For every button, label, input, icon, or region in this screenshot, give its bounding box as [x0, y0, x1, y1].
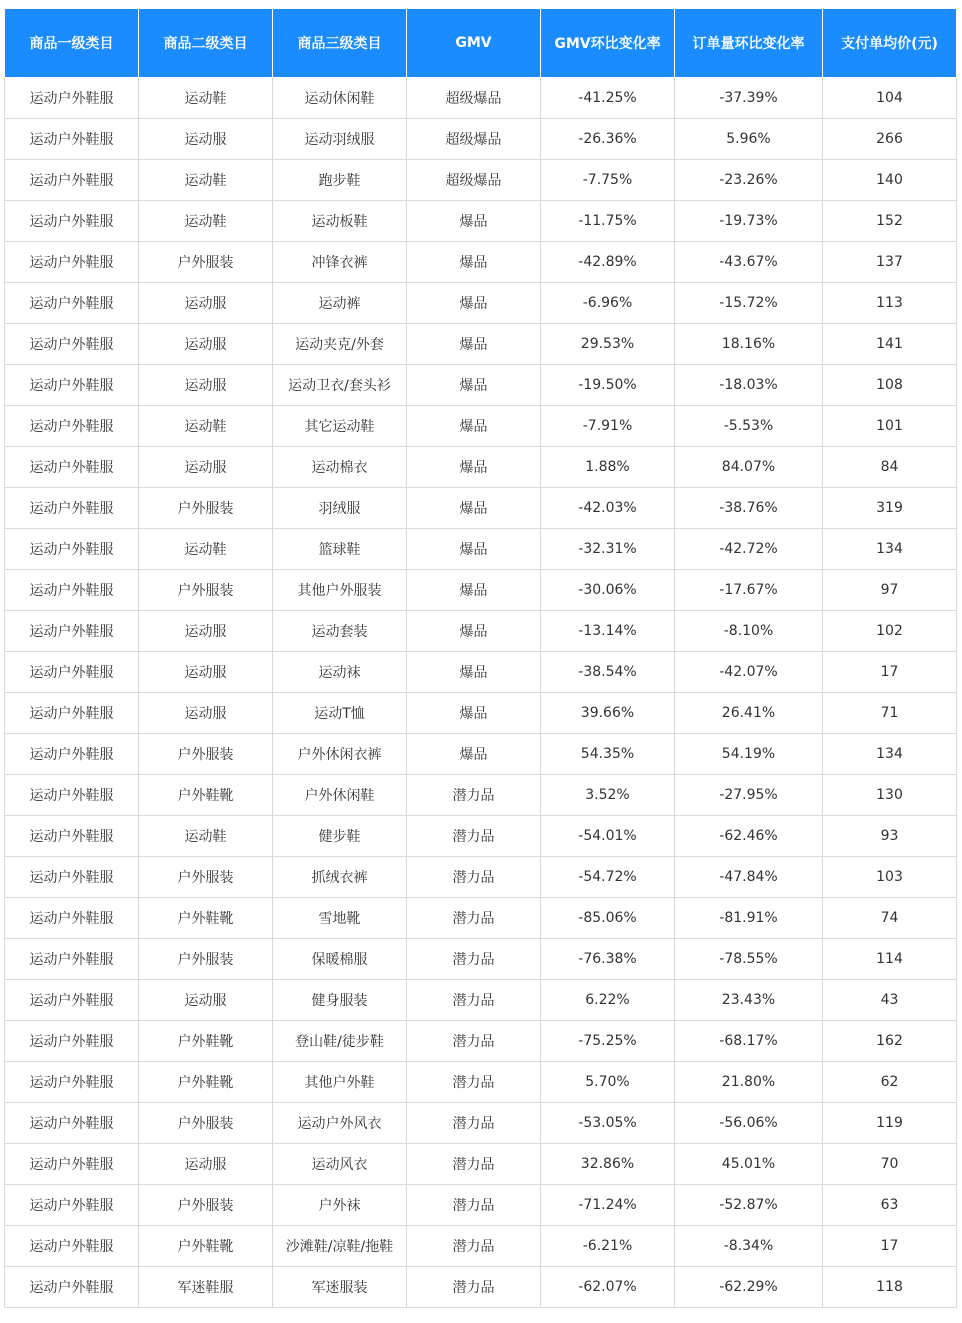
cell-avg-order-price: 319 — [823, 488, 957, 529]
cell-level1-category: 运动户外鞋服 — [5, 488, 139, 529]
cell-order-change-rate: 21.80% — [675, 1062, 823, 1103]
cell-gmv-tier: 爆品 — [407, 406, 541, 447]
cell-order-change-rate: -52.87% — [675, 1185, 823, 1226]
cell-gmv-tier: 潜力品 — [407, 1267, 541, 1308]
cell-level3-category: 户外休闲衣裤 — [273, 734, 407, 775]
cell-avg-order-price: 114 — [823, 939, 957, 980]
cell-level1-category: 运动户外鞋服 — [5, 652, 139, 693]
table-row — [5, 1226, 957, 1267]
cell-level2-category: 户外鞋靴 — [139, 1021, 273, 1062]
table-row — [5, 1103, 957, 1144]
cell-avg-order-price: 137 — [823, 242, 957, 283]
table-row — [5, 775, 957, 816]
cell-order-change-rate: -42.07% — [675, 652, 823, 693]
cell-gmv-change-rate: -54.01% — [541, 816, 675, 857]
cell-level2-category: 户外服装 — [139, 570, 273, 611]
cell-level1-category: 运动户外鞋服 — [5, 1226, 139, 1267]
cell-order-change-rate: 26.41% — [675, 693, 823, 734]
cell-gmv-change-rate: -42.89% — [541, 242, 675, 283]
cell-avg-order-price: 134 — [823, 529, 957, 570]
table-row — [5, 570, 957, 611]
cell-gmv-tier: 爆品 — [407, 447, 541, 488]
cell-gmv-tier: 潜力品 — [407, 1185, 541, 1226]
cell-order-change-rate: 18.16% — [675, 324, 823, 365]
cell-gmv-tier: 爆品 — [407, 488, 541, 529]
table-row — [5, 119, 957, 160]
cell-gmv-tier: 爆品 — [407, 324, 541, 365]
cell-level2-category: 户外鞋靴 — [139, 1226, 273, 1267]
cell-level3-category: 其它运动鞋 — [273, 406, 407, 447]
table-row — [5, 898, 957, 939]
table-row — [5, 1144, 957, 1185]
cell-level2-category: 户外鞋靴 — [139, 898, 273, 939]
cell-level1-category: 运动户外鞋服 — [5, 242, 139, 283]
cell-gmv-tier: 爆品 — [407, 201, 541, 242]
cell-gmv-change-rate: -42.03% — [541, 488, 675, 529]
cell-level2-category: 户外服装 — [139, 734, 273, 775]
cell-avg-order-price: 63 — [823, 1185, 957, 1226]
cell-gmv-tier: 潜力品 — [407, 1103, 541, 1144]
table-row — [5, 693, 957, 734]
cell-level2-category: 户外服装 — [139, 857, 273, 898]
cell-level1-category: 运动户外鞋服 — [5, 816, 139, 857]
header-gmv-change-rate: GMV环比变化率 — [541, 9, 675, 78]
cell-gmv-tier: 潜力品 — [407, 939, 541, 980]
cell-level1-category: 运动户外鞋服 — [5, 570, 139, 611]
cell-level3-category: 保暖棉服 — [273, 939, 407, 980]
cell-avg-order-price: 104 — [823, 78, 957, 119]
cell-level3-category: 跑步鞋 — [273, 160, 407, 201]
cell-avg-order-price: 103 — [823, 857, 957, 898]
cell-level3-category: 运动棉衣 — [273, 447, 407, 488]
cell-order-change-rate: 84.07% — [675, 447, 823, 488]
cell-order-change-rate: -23.26% — [675, 160, 823, 201]
cell-avg-order-price: 113 — [823, 283, 957, 324]
cell-level3-category: 冲锋衣裤 — [273, 242, 407, 283]
cell-level1-category: 运动户外鞋服 — [5, 980, 139, 1021]
cell-gmv-tier: 潜力品 — [407, 1062, 541, 1103]
cell-avg-order-price: 101 — [823, 406, 957, 447]
cell-level3-category: 运动袜 — [273, 652, 407, 693]
cell-gmv-change-rate: 1.88% — [541, 447, 675, 488]
cell-level1-category: 运动户外鞋服 — [5, 611, 139, 652]
table-header — [5, 9, 957, 78]
cell-gmv-change-rate: -76.38% — [541, 939, 675, 980]
cell-order-change-rate: -8.10% — [675, 611, 823, 652]
header-level1-category: 商品一级类目 — [5, 9, 139, 78]
cell-gmv-tier: 爆品 — [407, 529, 541, 570]
cell-gmv-change-rate: 3.52% — [541, 775, 675, 816]
cell-gmv-tier: 爆品 — [407, 611, 541, 652]
cell-gmv-change-rate: 32.86% — [541, 1144, 675, 1185]
header-gmv: GMV — [407, 9, 541, 78]
cell-level3-category: 运动板鞋 — [273, 201, 407, 242]
cell-level2-category: 运动服 — [139, 365, 273, 406]
table-row — [5, 1185, 957, 1226]
cell-gmv-change-rate: 5.70% — [541, 1062, 675, 1103]
table-row — [5, 283, 957, 324]
cell-level2-category: 运动服 — [139, 119, 273, 160]
table-row — [5, 1062, 957, 1103]
cell-avg-order-price: 141 — [823, 324, 957, 365]
table-row — [5, 857, 957, 898]
cell-order-change-rate: -56.06% — [675, 1103, 823, 1144]
cell-avg-order-price: 108 — [823, 365, 957, 406]
cell-gmv-change-rate: -53.05% — [541, 1103, 675, 1144]
cell-order-change-rate: -47.84% — [675, 857, 823, 898]
cell-gmv-change-rate: 39.66% — [541, 693, 675, 734]
cell-level3-category: 其他户外服装 — [273, 570, 407, 611]
cell-order-change-rate: -5.53% — [675, 406, 823, 447]
cell-gmv-change-rate: -26.36% — [541, 119, 675, 160]
cell-level3-category: 运动夹克/外套 — [273, 324, 407, 365]
cell-level1-category: 运动户外鞋服 — [5, 1185, 139, 1226]
table-row — [5, 365, 957, 406]
cell-level1-category: 运动户外鞋服 — [5, 1021, 139, 1062]
cell-gmv-tier: 潜力品 — [407, 980, 541, 1021]
cell-level1-category: 运动户外鞋服 — [5, 529, 139, 570]
cell-order-change-rate: -43.67% — [675, 242, 823, 283]
cell-level1-category: 运动户外鞋服 — [5, 283, 139, 324]
cell-gmv-tier: 爆品 — [407, 242, 541, 283]
cell-order-change-rate: -27.95% — [675, 775, 823, 816]
table-row — [5, 242, 957, 283]
cell-level1-category: 运动户外鞋服 — [5, 1144, 139, 1185]
cell-gmv-tier: 爆品 — [407, 652, 541, 693]
cell-level1-category: 运动户外鞋服 — [5, 201, 139, 242]
header-row — [5, 9, 957, 78]
cell-avg-order-price: 97 — [823, 570, 957, 611]
cell-gmv-tier: 超级爆品 — [407, 160, 541, 201]
cell-order-change-rate: -42.72% — [675, 529, 823, 570]
cell-level2-category: 运动服 — [139, 652, 273, 693]
cell-level3-category: 雪地靴 — [273, 898, 407, 939]
cell-order-change-rate: 45.01% — [675, 1144, 823, 1185]
cell-order-change-rate: 23.43% — [675, 980, 823, 1021]
header-level2-category: 商品二级类目 — [139, 9, 273, 78]
cell-gmv-tier: 超级爆品 — [407, 119, 541, 160]
cell-order-change-rate: -19.73% — [675, 201, 823, 242]
cell-order-change-rate: -38.76% — [675, 488, 823, 529]
category-gmv-table — [4, 8, 957, 1308]
cell-order-change-rate: -62.29% — [675, 1267, 823, 1308]
table-row — [5, 488, 957, 529]
table-row — [5, 980, 957, 1021]
cell-level1-category: 运动户外鞋服 — [5, 1267, 139, 1308]
cell-order-change-rate: -18.03% — [675, 365, 823, 406]
cell-gmv-change-rate: -32.31% — [541, 529, 675, 570]
header-avg-order-price: 支付单均价(元) — [823, 9, 957, 78]
cell-level2-category: 运动鞋 — [139, 160, 273, 201]
table-row — [5, 160, 957, 201]
cell-gmv-change-rate: -41.25% — [541, 78, 675, 119]
cell-level1-category: 运动户外鞋服 — [5, 447, 139, 488]
cell-level3-category: 登山鞋/徒步鞋 — [273, 1021, 407, 1062]
data-table-container — [4, 8, 956, 1308]
cell-gmv-change-rate: -62.07% — [541, 1267, 675, 1308]
cell-gmv-tier: 爆品 — [407, 365, 541, 406]
cell-level3-category: 运动风衣 — [273, 1144, 407, 1185]
cell-avg-order-price: 118 — [823, 1267, 957, 1308]
cell-level2-category: 运动服 — [139, 324, 273, 365]
cell-gmv-change-rate: -13.14% — [541, 611, 675, 652]
cell-level2-category: 户外服装 — [139, 1103, 273, 1144]
table-row — [5, 611, 957, 652]
cell-gmv-tier: 潜力品 — [407, 816, 541, 857]
cell-gmv-change-rate: 29.53% — [541, 324, 675, 365]
cell-level2-category: 运动鞋 — [139, 529, 273, 570]
cell-level2-category: 运动鞋 — [139, 78, 273, 119]
table-row — [5, 406, 957, 447]
cell-level2-category: 运动服 — [139, 447, 273, 488]
cell-gmv-tier: 爆品 — [407, 734, 541, 775]
cell-gmv-change-rate: -19.50% — [541, 365, 675, 406]
cell-avg-order-price: 119 — [823, 1103, 957, 1144]
header-order-change-rate: 订单量环比变化率 — [675, 9, 823, 78]
cell-avg-order-price: 93 — [823, 816, 957, 857]
cell-level2-category: 运动服 — [139, 693, 273, 734]
cell-level3-category: 运动T恤 — [273, 693, 407, 734]
cell-level1-category: 运动户外鞋服 — [5, 1062, 139, 1103]
cell-level2-category: 户外鞋靴 — [139, 775, 273, 816]
cell-level3-category: 运动套装 — [273, 611, 407, 652]
cell-level3-category: 运动卫衣/套头衫 — [273, 365, 407, 406]
cell-level3-category: 健步鞋 — [273, 816, 407, 857]
cell-level2-category: 运动鞋 — [139, 406, 273, 447]
cell-avg-order-price: 62 — [823, 1062, 957, 1103]
cell-level3-category: 运动裤 — [273, 283, 407, 324]
cell-level2-category: 运动鞋 — [139, 816, 273, 857]
cell-gmv-change-rate: -30.06% — [541, 570, 675, 611]
cell-level1-category: 运动户外鞋服 — [5, 78, 139, 119]
table-row — [5, 324, 957, 365]
cell-level1-category: 运动户外鞋服 — [5, 693, 139, 734]
cell-gmv-tier: 潜力品 — [407, 857, 541, 898]
cell-avg-order-price: 162 — [823, 1021, 957, 1062]
cell-level2-category: 军迷鞋服 — [139, 1267, 273, 1308]
cell-level1-category: 运动户外鞋服 — [5, 857, 139, 898]
table-row — [5, 1021, 957, 1062]
cell-gmv-change-rate: -6.96% — [541, 283, 675, 324]
cell-level3-category: 抓绒衣裤 — [273, 857, 407, 898]
table-row — [5, 939, 957, 980]
cell-order-change-rate: -68.17% — [675, 1021, 823, 1062]
cell-avg-order-price: 102 — [823, 611, 957, 652]
header-level3-category: 商品三级类目 — [273, 9, 407, 78]
cell-order-change-rate: -15.72% — [675, 283, 823, 324]
cell-level1-category: 运动户外鞋服 — [5, 734, 139, 775]
cell-level1-category: 运动户外鞋服 — [5, 119, 139, 160]
cell-avg-order-price: 71 — [823, 693, 957, 734]
cell-level3-category: 运动休闲鞋 — [273, 78, 407, 119]
cell-order-change-rate: -78.55% — [675, 939, 823, 980]
cell-gmv-change-rate: 54.35% — [541, 734, 675, 775]
table-row — [5, 1267, 957, 1308]
cell-avg-order-price: 74 — [823, 898, 957, 939]
cell-level3-category: 户外袜 — [273, 1185, 407, 1226]
cell-avg-order-price: 152 — [823, 201, 957, 242]
table-row — [5, 734, 957, 775]
cell-gmv-tier: 潜力品 — [407, 775, 541, 816]
cell-avg-order-price: 17 — [823, 652, 957, 693]
cell-level2-category: 户外鞋靴 — [139, 1062, 273, 1103]
cell-level2-category: 户外服装 — [139, 242, 273, 283]
cell-level3-category: 运动羽绒服 — [273, 119, 407, 160]
cell-level1-category: 运动户外鞋服 — [5, 775, 139, 816]
cell-gmv-change-rate: -7.75% — [541, 160, 675, 201]
cell-level1-category: 运动户外鞋服 — [5, 939, 139, 980]
cell-avg-order-price: 84 — [823, 447, 957, 488]
table-row — [5, 78, 957, 119]
cell-level2-category: 运动服 — [139, 283, 273, 324]
cell-level2-category: 户外服装 — [139, 1185, 273, 1226]
cell-gmv-tier: 超级爆品 — [407, 78, 541, 119]
cell-level1-category: 运动户外鞋服 — [5, 365, 139, 406]
cell-level3-category: 沙滩鞋/凉鞋/拖鞋 — [273, 1226, 407, 1267]
cell-level1-category: 运动户外鞋服 — [5, 1103, 139, 1144]
cell-level2-category: 运动鞋 — [139, 201, 273, 242]
cell-order-change-rate: 54.19% — [675, 734, 823, 775]
cell-level2-category: 运动服 — [139, 611, 273, 652]
cell-level1-category: 运动户外鞋服 — [5, 324, 139, 365]
cell-gmv-tier: 爆品 — [407, 283, 541, 324]
cell-level2-category: 户外服装 — [139, 939, 273, 980]
cell-gmv-change-rate: -11.75% — [541, 201, 675, 242]
cell-level3-category: 军迷服装 — [273, 1267, 407, 1308]
cell-level1-category: 运动户外鞋服 — [5, 898, 139, 939]
cell-avg-order-price: 17 — [823, 1226, 957, 1267]
cell-level3-category: 篮球鞋 — [273, 529, 407, 570]
cell-level3-category: 户外休闲鞋 — [273, 775, 407, 816]
cell-level2-category: 运动服 — [139, 980, 273, 1021]
cell-gmv-change-rate: 6.22% — [541, 980, 675, 1021]
table-row — [5, 529, 957, 570]
cell-level3-category: 羽绒服 — [273, 488, 407, 529]
cell-avg-order-price: 266 — [823, 119, 957, 160]
cell-gmv-change-rate: -71.24% — [541, 1185, 675, 1226]
table-body — [5, 78, 957, 1308]
cell-gmv-change-rate: -38.54% — [541, 652, 675, 693]
cell-gmv-change-rate: -7.91% — [541, 406, 675, 447]
cell-order-change-rate: 5.96% — [675, 119, 823, 160]
cell-gmv-tier: 潜力品 — [407, 898, 541, 939]
cell-gmv-change-rate: -85.06% — [541, 898, 675, 939]
cell-level2-category: 户外服装 — [139, 488, 273, 529]
cell-level3-category: 健身服装 — [273, 980, 407, 1021]
cell-level3-category: 运动户外风衣 — [273, 1103, 407, 1144]
cell-gmv-change-rate: -6.21% — [541, 1226, 675, 1267]
cell-gmv-tier: 爆品 — [407, 570, 541, 611]
cell-gmv-tier: 爆品 — [407, 693, 541, 734]
table-row — [5, 447, 957, 488]
cell-order-change-rate: -81.91% — [675, 898, 823, 939]
cell-gmv-change-rate: -54.72% — [541, 857, 675, 898]
cell-order-change-rate: -17.67% — [675, 570, 823, 611]
cell-order-change-rate: -37.39% — [675, 78, 823, 119]
table-row — [5, 201, 957, 242]
cell-avg-order-price: 130 — [823, 775, 957, 816]
cell-gmv-change-rate: -75.25% — [541, 1021, 675, 1062]
cell-order-change-rate: -62.46% — [675, 816, 823, 857]
table-row — [5, 652, 957, 693]
cell-avg-order-price: 134 — [823, 734, 957, 775]
cell-avg-order-price: 43 — [823, 980, 957, 1021]
cell-avg-order-price: 140 — [823, 160, 957, 201]
cell-gmv-tier: 潜力品 — [407, 1144, 541, 1185]
table-row — [5, 816, 957, 857]
cell-level3-category: 其他户外鞋 — [273, 1062, 407, 1103]
cell-gmv-tier: 潜力品 — [407, 1226, 541, 1267]
cell-level2-category: 运动服 — [139, 1144, 273, 1185]
cell-gmv-tier: 潜力品 — [407, 1021, 541, 1062]
cell-order-change-rate: -8.34% — [675, 1226, 823, 1267]
cell-level1-category: 运动户外鞋服 — [5, 160, 139, 201]
cell-avg-order-price: 70 — [823, 1144, 957, 1185]
cell-level1-category: 运动户外鞋服 — [5, 406, 139, 447]
